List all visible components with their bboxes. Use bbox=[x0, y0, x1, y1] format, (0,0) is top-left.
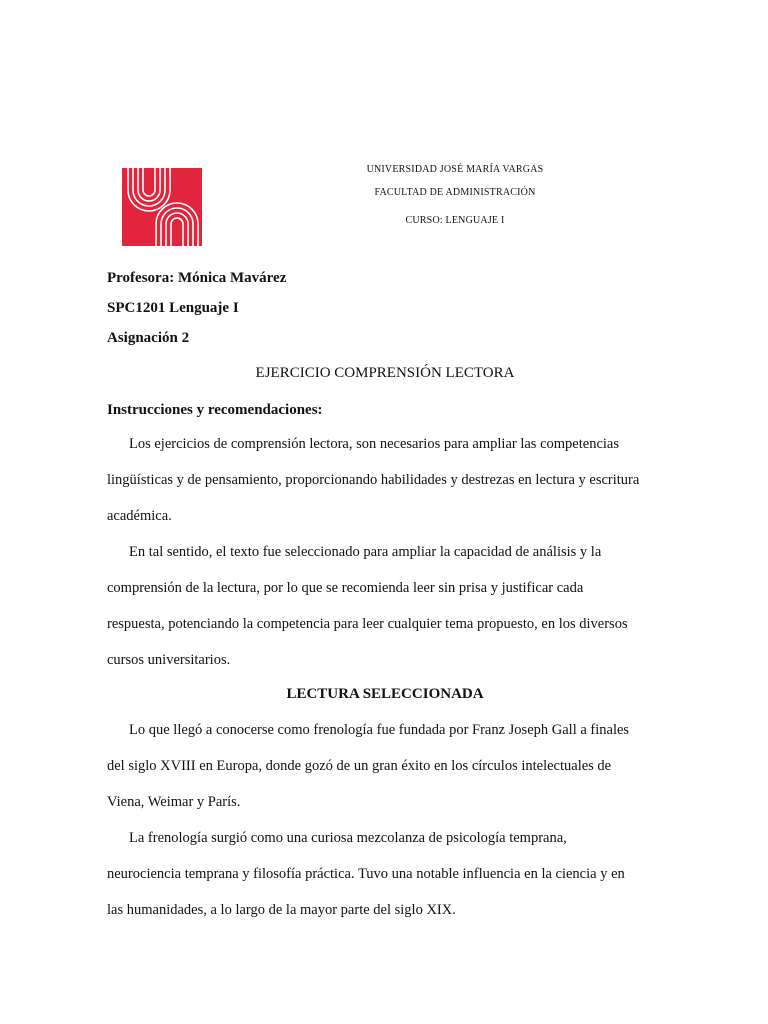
paragraph-line: Los ejercicios de comprensión lectora, son necesarios para ampliar las competencias bbox=[129, 436, 619, 452]
paragraph-line: Viena, Weimar y París. bbox=[107, 794, 241, 810]
paragraph-line: Lo que llegó a conocerse como frenología fue fundada por Franz Joseph Gall a finales bbox=[129, 722, 630, 738]
assignment-line: Asignación 2 bbox=[107, 330, 190, 346]
paragraph-line: cursos universitarios. bbox=[107, 652, 231, 668]
paragraph-line: las humanidades, a lo largo de la mayor parte del siglo XIX. bbox=[107, 902, 456, 918]
paragraph-line: académica. bbox=[107, 508, 172, 524]
paragraph-line: respuesta, potenciando la competencia para leer cualquier tema propuesto, en los diversos bbox=[107, 616, 628, 632]
university-logo bbox=[122, 168, 202, 246]
exercise-title: EJERCICIO COMPRENSIÓN LECTORA bbox=[255, 365, 515, 381]
professor-line: Profesora: Mónica Mavárez bbox=[107, 270, 287, 286]
instructions-heading: Instrucciones y recomendaciones: bbox=[107, 402, 323, 418]
course-name: CURSO: LENGUAJE I bbox=[405, 215, 505, 226]
paragraph-line: lingüísticas y de pensamiento, proporcionando habilidades y destrezas en lectura y escritura bbox=[107, 472, 640, 488]
paragraph-line: En tal sentido, el texto fue seleccionado para ampliar la capacidad de análisis y la bbox=[129, 544, 602, 560]
university-name: UNIVERSIDAD JOSÉ MARÍA VARGAS bbox=[366, 164, 544, 175]
reading-title: LECTURA SELECCIONADA bbox=[286, 686, 484, 702]
paragraph-line: La frenología surgió como una curiosa mezcolanza de psicología temprana, bbox=[129, 830, 567, 846]
course-code-line: SPC1201 Lenguaje I bbox=[107, 300, 239, 316]
paragraph-line: comprensión de la lectura, por lo que se recomienda leer sin prisa y justificar cada bbox=[107, 580, 584, 596]
faculty-name: FACULTAD DE ADMINISTRACIÓN bbox=[374, 187, 536, 198]
paragraph-line: neurociencia temprana y filosofía práctica. Tuvo una notable influencia en la ciencia y en bbox=[107, 866, 625, 882]
paragraph-line: del siglo XVIII en Europa, donde gozó de un gran éxito en los círculos intelectuales de bbox=[107, 758, 612, 774]
